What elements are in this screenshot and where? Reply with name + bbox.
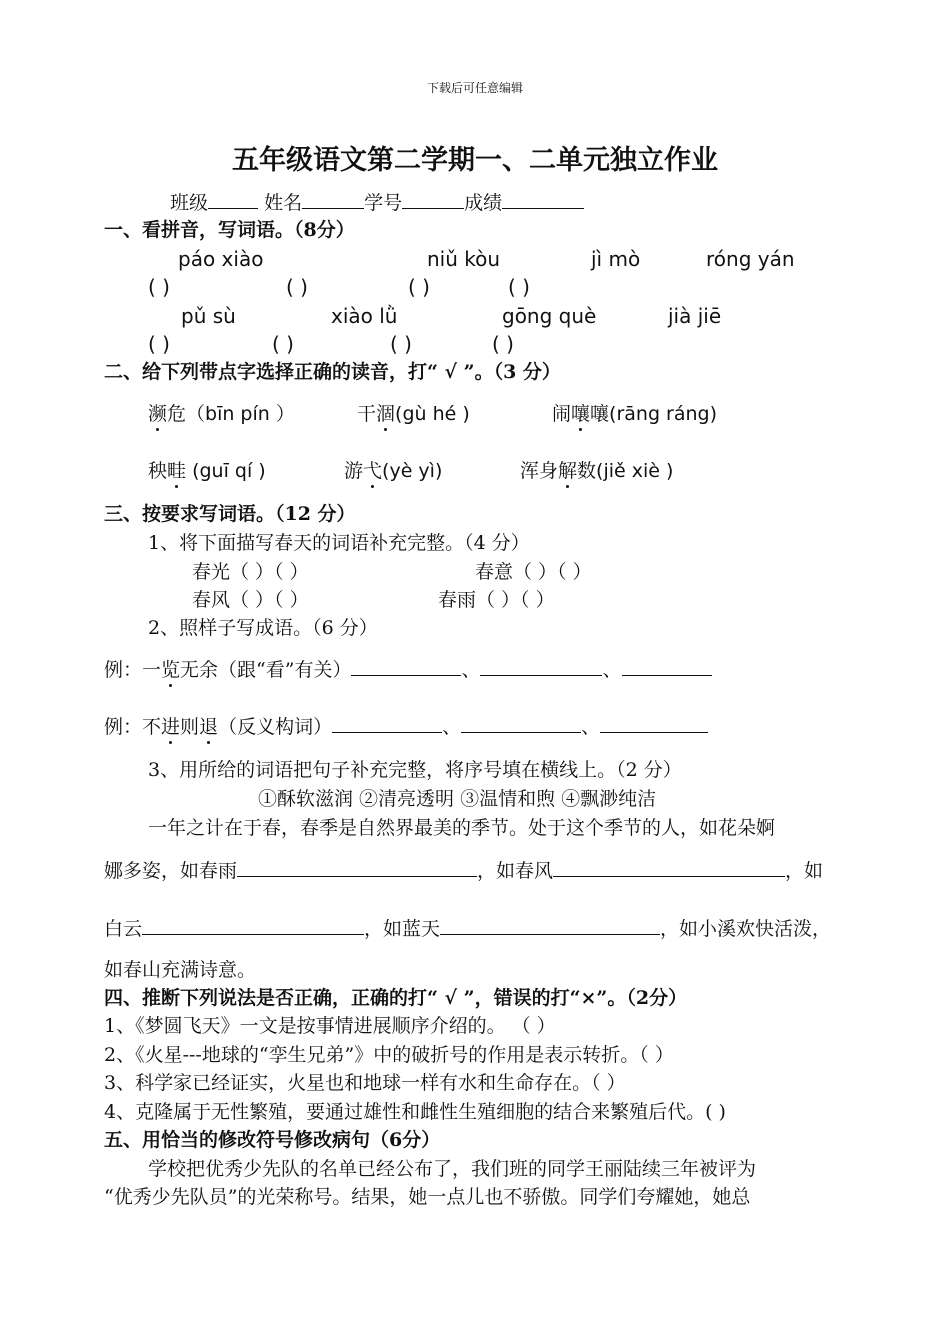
question-3-3: 3、用所给的词语把句子补充完整，将序号填在横线上。（2 分）: [148, 759, 682, 781]
answer-line[interactable]: [480, 657, 602, 676]
answer-parens[interactable]: ( ): [390, 332, 412, 356]
passage-line: 娜多姿，如春雨 ，如春风 ，如: [104, 860, 824, 882]
answer-parens[interactable]: ( ): [148, 332, 170, 356]
judgement-item[interactable]: 1、《梦圆飞天》一文是按事情进展顺序介绍的。 （ ）: [104, 1015, 556, 1037]
answer-line[interactable]: [461, 714, 581, 733]
judgement-item[interactable]: 2、《火星---地球的“孪生兄弟”》中的破折号的作用是表示转折。（ ）: [104, 1044, 674, 1066]
reading-item[interactable]: 游弋(yè yì): [344, 460, 443, 482]
answer-line[interactable]: [600, 714, 708, 733]
passage-line: 白云 ，如蓝天 ，如小溪欢快活泼，: [104, 918, 832, 940]
page-header: 下载后可任意编辑: [426, 81, 523, 95]
pinyin: róng yán: [706, 247, 795, 271]
page-title: 五年级语文第二学期一、二单元独立作业: [232, 145, 718, 176]
passage-line: 一年之计在于春，春季是自然界最美的季节。处于这个季节的人，如花朵婀: [148, 817, 776, 839]
reading-item[interactable]: 秧畦 (guī qí ): [148, 460, 266, 482]
pinyin: jià jiē: [668, 304, 722, 328]
score-label: 成绩: [464, 192, 503, 214]
number-label: 学号: [364, 192, 403, 214]
question-3-1: 1、将下面描写春天的词语补充完整。（4 分）: [148, 532, 530, 554]
answer-line[interactable]: [332, 714, 442, 733]
pinyin: xiào lǜ: [331, 304, 398, 328]
word-blank[interactable]: 春光（ ）（ ）: [192, 561, 309, 583]
section4-heading: 四、推断下列说法是否正确，正确的打“ √ ”，错误的打“×”。（2分）: [104, 987, 688, 1009]
class-label: 班级: [170, 192, 209, 214]
reading-item[interactable]: 干涸(gù hé ): [357, 403, 470, 425]
passage-line: 如春山充满诗意。: [104, 959, 257, 981]
answer-parens[interactable]: ( ): [286, 275, 308, 299]
word-blank[interactable]: 春雨（ ）（ ）: [438, 589, 555, 611]
sentence-line: “优秀少先队员”的光荣称号。结果，她一点儿也不骄傲。同学们夸耀她，她总: [104, 1186, 751, 1208]
pinyin: pǔ sù: [181, 304, 236, 328]
name-field[interactable]: [302, 190, 364, 209]
number-field[interactable]: [402, 190, 464, 209]
judgement-item[interactable]: 3、科学家已经证实，火星也和地球一样有水和生命存在。（ ）: [104, 1072, 626, 1094]
section2-heading: 二、给下列带点字选择正确的读音，打“ √ ”。（3 分）: [104, 361, 561, 383]
answer-parens[interactable]: ( ): [508, 275, 530, 299]
answer-line[interactable]: [237, 858, 477, 877]
pinyin: jì mò: [591, 247, 641, 271]
section3-heading: 三、按要求写词语。（12 分）: [104, 503, 356, 525]
section5-heading: 五、用恰当的修改符号修改病句（6分）: [104, 1129, 441, 1151]
pinyin: niǔ kòu: [427, 247, 501, 271]
word-options: ①酥软滋润 ②清亮透明 ③温情和煦 ④飘渺纯洁: [258, 788, 657, 810]
section1-heading: 一、看拼音，写词语。（8分）: [104, 219, 355, 241]
word-blank[interactable]: 春风（ ）（ ）: [192, 589, 309, 611]
score-field[interactable]: [502, 190, 584, 209]
answer-parens[interactable]: ( ): [272, 332, 294, 356]
sentence-line: 学校把优秀少先队的名单已经公布了，我们班的同学王丽陆续三年被评为: [148, 1158, 757, 1180]
answer-line[interactable]: [553, 858, 785, 877]
name-label: 姓名: [264, 192, 303, 214]
reading-item[interactable]: 闹嚷嚷(rāng ráng): [552, 403, 718, 425]
answer-line[interactable]: [622, 657, 712, 676]
answer-parens[interactable]: ( ): [148, 275, 170, 299]
pinyin: gōng què: [502, 304, 597, 328]
example-1: 例：一览无余（跟“看”有关） 、 、: [104, 657, 712, 682]
answer-line[interactable]: [440, 916, 660, 935]
example-2: 例：不进则退（反义构词） 、 、: [104, 714, 708, 739]
reading-item[interactable]: 濒危（bīn pín ）: [148, 403, 295, 425]
student-info-line: [170, 190, 584, 215]
question-3-2: 2、照样子写成语。（6 分）: [148, 617, 378, 639]
word-blank[interactable]: 春意（ ）（ ）: [475, 561, 592, 583]
reading-item[interactable]: 浑身解数(jiě xiè ): [520, 460, 674, 482]
answer-parens[interactable]: ( ): [492, 332, 514, 356]
class-field[interactable]: [208, 190, 258, 209]
answer-line[interactable]: [351, 657, 461, 676]
judgement-item[interactable]: 4、克隆属于无性繁殖，要通过雄性和雌性生殖细胞的结合来繁殖后代。( ): [104, 1101, 726, 1123]
answer-parens[interactable]: ( ): [408, 275, 430, 299]
answer-line[interactable]: [142, 916, 364, 935]
pinyin: páo xiào: [178, 247, 264, 271]
